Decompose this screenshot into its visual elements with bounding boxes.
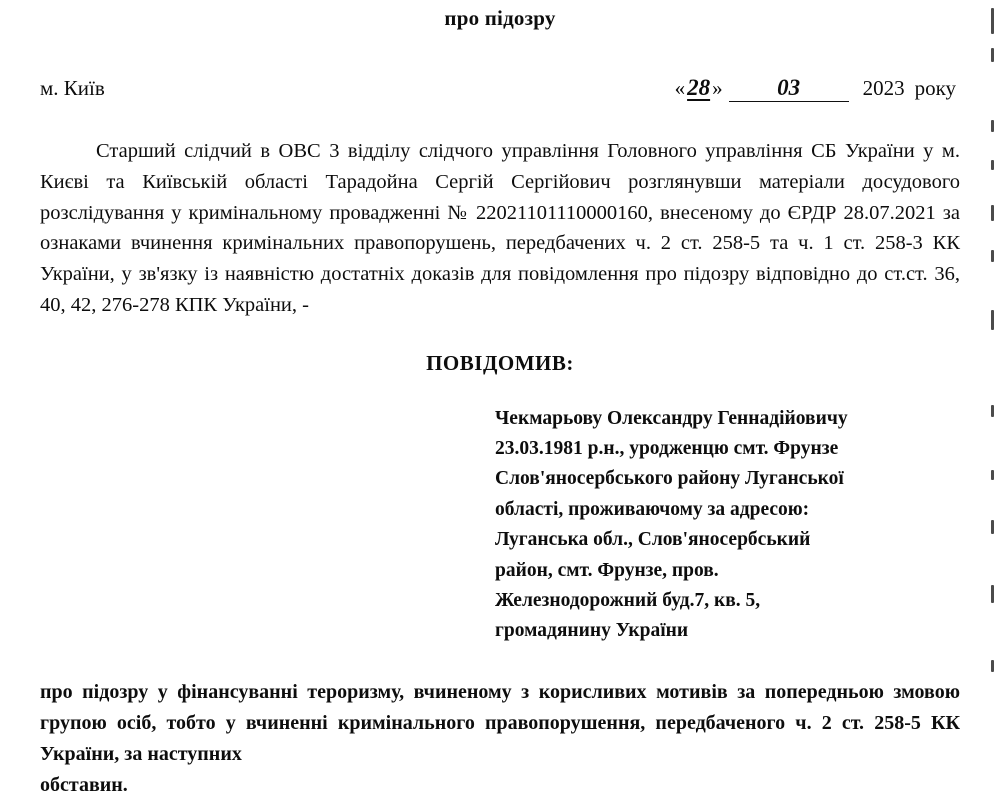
date-year-suffix: року — [914, 76, 956, 100]
closing-last-line: обставин. — [40, 774, 128, 797]
date-month: 03 — [729, 75, 849, 102]
quote-open: « — [674, 76, 686, 100]
page-title: про підозру — [444, 6, 556, 30]
suspect-line: 23.03.1981 р.н., уродженцю смт. Фрунзе — [495, 437, 839, 459]
date-group — [675, 75, 960, 102]
date-year: 2023 — [862, 76, 905, 100]
declaration-heading: ПОВІДОМИВ: — [426, 350, 574, 375]
suspect-line: Луганська обл., Слов'яносербський — [495, 529, 811, 551]
city-label: м. Київ — [40, 76, 105, 100]
closing-paragraph — [40, 677, 960, 802]
place-date-row — [40, 75, 960, 102]
quote-close: » — [712, 76, 723, 100]
suspect-line: Слов'яносербського району Луганської — [495, 468, 844, 490]
suspect-details — [495, 404, 965, 647]
date-day: 28 — [687, 75, 711, 100]
suspect-line: Железнодорожний буд.7, кв. 5, — [495, 589, 761, 611]
suspect-line: області, проживаючому за адресою: — [495, 498, 810, 520]
suspect-line: район, смт. Фрунзе, пров. — [495, 559, 719, 581]
suspect-line: Чекмарьову Олександру Геннадійовичу — [495, 407, 848, 429]
suspect-line: громадянину України — [495, 620, 689, 642]
closing-text: про підозру у фінансуванні тероризму, вчиненому з корисливих мотивів за попередньою змовою групою осіб, тобто у вчиненні кримінального правопорушення, передбаченого ч. 2 ст. 258-5 КК України, за наступних — [40, 680, 960, 766]
intro-paragraph: Старший слідчий в ОВС 3 відділу слідчого управління Головного управління СБ України у м. Києві та Київській області Тарадойна Сергій Сергійович розглянувши матеріали досудового розслідування у кримінальному провадженні № 22021101110000160, внесеному до ЄРДР 28.07.2021 за ознаками вчинення кримінальних правопорушень, передбачених ч. 2 ст. 258-5 та ч. 1 ст. 258-3 КК України, у зв'язку із наявністю достатніх доказів для повідомлення про підозру відповідно до ст.ст. 36, 40, 42, 276-278 КПК України, - — [40, 140, 960, 316]
